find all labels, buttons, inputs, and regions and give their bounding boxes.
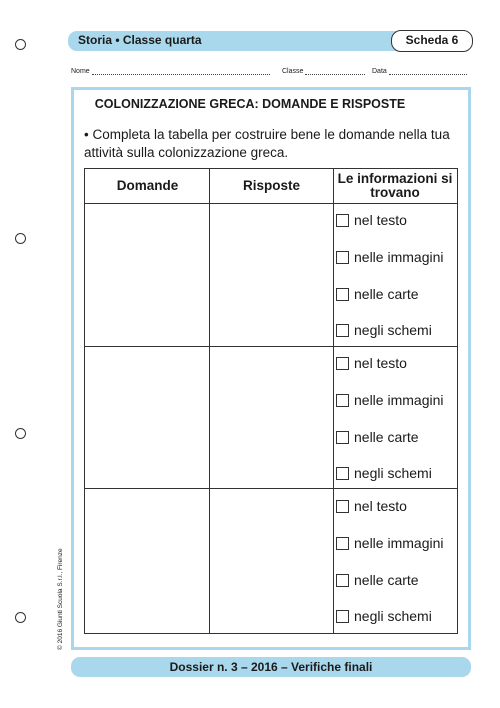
checkbox-option[interactable]: [336, 429, 419, 445]
header-informazioni: Le informazioni si trovano: [337, 171, 453, 200]
column-divider: [333, 169, 334, 633]
checkbox-icon[interactable]: [336, 324, 349, 337]
answer-cell-3[interactable]: [210, 489, 333, 632]
option-label: nelle immagini: [354, 392, 444, 408]
checkbox-icon[interactable]: [336, 431, 349, 444]
option-label: nel testo: [354, 212, 407, 228]
checkbox-icon[interactable]: [336, 537, 349, 550]
checkbox-option[interactable]: [336, 465, 432, 481]
checkbox-option[interactable]: [336, 322, 432, 338]
checkbox-icon[interactable]: [336, 394, 349, 407]
checkbox-option[interactable]: [336, 286, 419, 302]
question-cell-3[interactable]: [85, 489, 209, 632]
checkbox-icon[interactable]: [336, 500, 349, 513]
answer-cell-2[interactable]: [210, 347, 333, 488]
checkbox-icon[interactable]: [336, 214, 349, 227]
name-label: Nome: [71, 68, 90, 75]
question-cell-2[interactable]: [85, 347, 209, 488]
option-label: negli schemi: [354, 608, 432, 624]
name-line: [92, 67, 270, 75]
checkbox-icon[interactable]: [336, 610, 349, 623]
binder-hole-3: [15, 428, 26, 439]
checkbox-option[interactable]: [336, 535, 443, 551]
copyright-text: © 2016 Giunti Scuola S.r.l., Firenze: [57, 548, 64, 650]
binder-hole-2: [15, 233, 26, 244]
option-label: negli schemi: [354, 322, 432, 338]
checkbox-icon[interactable]: [336, 357, 349, 370]
subject-label: Storia • Classe quarta: [78, 33, 202, 47]
answer-cell-1[interactable]: [210, 204, 333, 346]
date-line: [389, 67, 467, 75]
checkbox-icon[interactable]: [336, 251, 349, 264]
worksheet-title: COLONIZZAZIONE GRECA: DOMANDE E RISPOSTE: [94, 97, 406, 111]
option-label: negli schemi: [354, 465, 432, 481]
checkbox-icon[interactable]: [336, 574, 349, 587]
checkbox-icon[interactable]: [336, 288, 349, 301]
header-risposte: Risposte: [242, 178, 300, 193]
sheet-label: Scheda 6: [391, 30, 473, 52]
questions-table: [84, 168, 458, 634]
date-label: Data: [372, 68, 387, 75]
option-label: nelle carte: [354, 429, 419, 445]
option-label: nelle immagini: [354, 535, 444, 551]
option-label: nel testo: [354, 498, 407, 514]
date-field[interactable]: [372, 67, 467, 75]
checkbox-option[interactable]: [336, 608, 432, 624]
checkbox-option[interactable]: [336, 355, 407, 371]
checkbox-icon[interactable]: [336, 467, 349, 480]
option-label: nel testo: [354, 355, 407, 371]
option-label: nelle carte: [354, 286, 419, 302]
name-field[interactable]: [71, 67, 270, 75]
footer-band: Dossier n. 3 – 2016 – Verifiche finali: [71, 657, 471, 677]
class-label: Classe: [282, 68, 304, 75]
instruction-text: • Completa la tabella per costruire bene le domande nella tua attività sulla colonizzazione greca.: [84, 127, 450, 160]
question-cell-1[interactable]: [85, 204, 209, 346]
checkbox-option[interactable]: [336, 498, 407, 514]
checkbox-option[interactable]: [336, 212, 407, 228]
option-label: nelle immagini: [354, 249, 444, 265]
binder-hole-1: [15, 39, 26, 50]
option-label: nelle carte: [354, 572, 419, 588]
class-line: [305, 67, 365, 75]
checkbox-option[interactable]: [336, 249, 443, 265]
class-field[interactable]: [282, 67, 365, 75]
checkbox-option[interactable]: [336, 572, 419, 588]
header-domande: Domande: [116, 178, 179, 193]
binder-hole-4: [15, 612, 26, 623]
checkbox-option[interactable]: [336, 392, 443, 408]
